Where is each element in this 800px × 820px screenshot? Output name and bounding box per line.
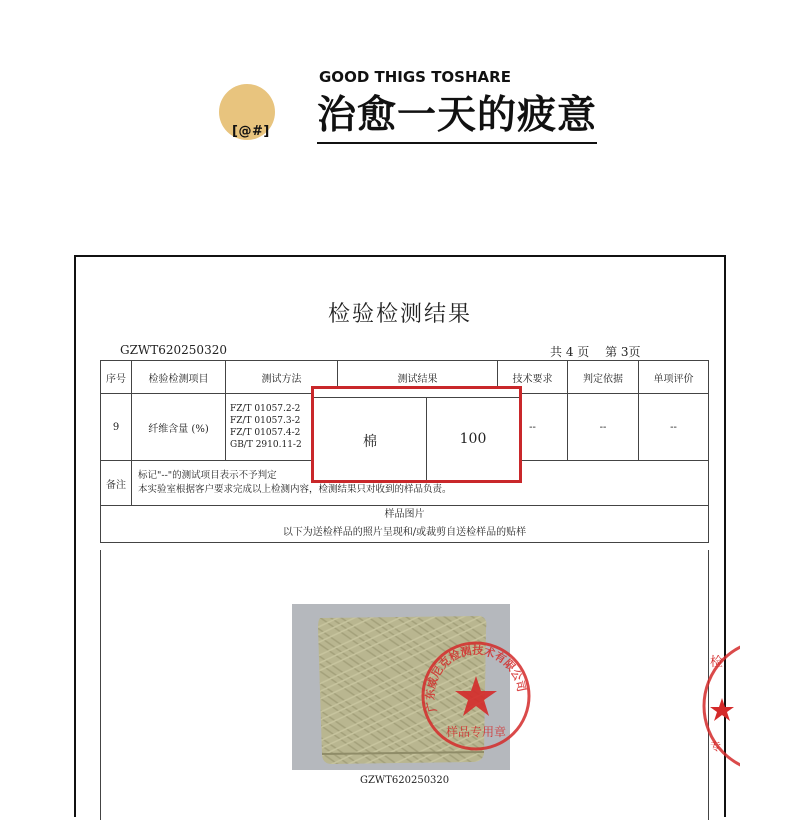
method-line: FZ/T 01057.4-2 xyxy=(230,428,301,438)
svg-text:广东威尼克检测技术有限公司: 广东威尼克检测技术有限公司 xyxy=(423,643,528,714)
header-subtitle: GOOD THIGS TOSHARE xyxy=(319,68,511,86)
svg-text:检: 检 xyxy=(710,655,724,670)
col-header: 序号 xyxy=(101,361,132,394)
method-line: FZ/T 01057.3-2 xyxy=(230,416,301,426)
photo-header-row xyxy=(101,506,709,543)
col-header: 测试方法 xyxy=(226,361,338,394)
partial-seal-stamp xyxy=(700,636,740,776)
page-info: 共 4 页 第 3页 xyxy=(550,345,641,359)
note-label: 备注 xyxy=(101,461,132,506)
method-line: GB/T 2910.11-2 xyxy=(230,440,302,450)
header-title: 治愈一天的疲意 xyxy=(317,92,597,144)
col-header: 技术要求 xyxy=(498,361,568,394)
col-header: 测试结果 xyxy=(338,361,498,394)
basis: -- xyxy=(568,394,639,461)
result-value: 100 xyxy=(459,431,487,447)
requirement: -- xyxy=(498,394,568,461)
header-tag: [@#] xyxy=(232,124,270,139)
test-item: 纤维含量 (%) xyxy=(132,394,226,461)
row-number: 9 xyxy=(101,394,132,461)
result-fiber: 棉 xyxy=(363,434,377,450)
note-line: 本实验室根据客户要求完成以上检测内容，检测结果只对收到的样品负责。 xyxy=(138,484,452,495)
svg-text:专: 专 xyxy=(710,740,721,753)
photo-section-subtitle: 以下为送检样品的照片呈现和/或裁剪自送检样品的贴样 xyxy=(282,527,527,538)
photo-section-title: 样品图片 xyxy=(384,509,425,520)
photo-section-header xyxy=(101,506,709,543)
col-header: 单项评价 xyxy=(639,361,709,394)
col-header: 判定依据 xyxy=(568,361,639,394)
result-highlight-box xyxy=(311,386,522,483)
col-header: 检验检测项目 xyxy=(132,361,226,394)
method-line: FZ/T 01057.2-2 xyxy=(230,404,301,414)
inspection-seal-stamp xyxy=(420,640,532,752)
note-line: 标记"--"的测试项目表示不予判定 xyxy=(138,470,277,481)
evaluation: -- xyxy=(639,394,709,461)
report-title: 检验检测结果 xyxy=(327,302,472,327)
report-number: GZWT620250320 xyxy=(120,343,227,357)
photo-caption: GZWT620250320 xyxy=(360,775,450,786)
svg-text:样品专用章: 样品专用章 xyxy=(445,725,507,739)
